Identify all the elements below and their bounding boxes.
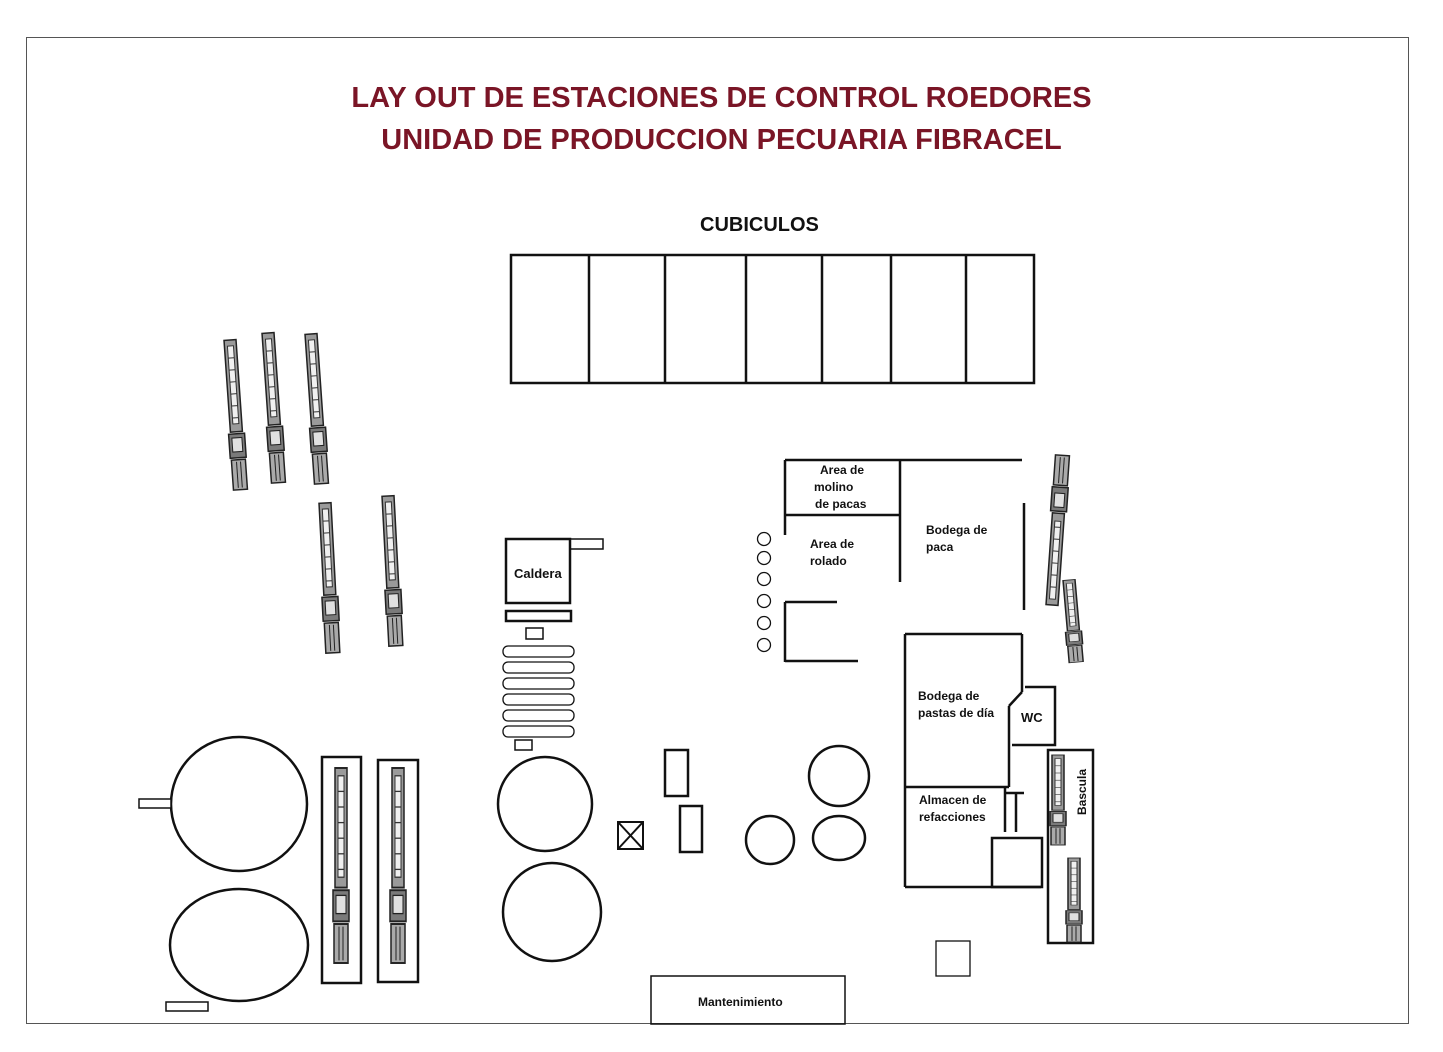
tank <box>813 816 865 860</box>
tank <box>139 737 307 871</box>
rolado-label-1: Area de <box>810 537 855 551</box>
bait-point <box>758 639 771 652</box>
crossed-box <box>618 822 643 849</box>
bodega-paca-label-2: paca <box>926 540 954 554</box>
tank <box>498 757 592 851</box>
bait-station <box>1061 579 1084 663</box>
tank <box>503 863 601 961</box>
bait-point <box>758 617 771 630</box>
bait-station <box>303 333 329 484</box>
bait-station <box>1066 858 1082 942</box>
almacen-label-1: Almacen de <box>919 793 987 807</box>
bait-station <box>222 339 248 490</box>
bait-point <box>758 552 771 565</box>
cubiculos-block <box>511 255 1034 383</box>
bait-point <box>758 533 771 546</box>
bodega-pastas-label-1: Bodega de <box>918 689 980 703</box>
mantenimiento-label: Mantenimiento <box>698 995 783 1009</box>
bait-station <box>380 496 404 647</box>
small-square <box>936 941 970 976</box>
bait-station <box>390 768 406 963</box>
tank <box>746 816 794 864</box>
bodega-paca-label-1: Bodega de <box>926 523 988 537</box>
molino-label-3: de pacas <box>815 497 867 511</box>
molino-label-1: Area de <box>820 463 865 477</box>
small-structure <box>680 806 702 852</box>
bait-station <box>333 768 349 963</box>
bait-station <box>317 503 341 654</box>
bait-point <box>758 573 771 586</box>
wc-label: WC <box>1021 710 1043 725</box>
tank <box>809 746 869 806</box>
molino-label-2: molino <box>814 480 854 494</box>
bait-point <box>758 595 771 608</box>
almacen-label-2: refacciones <box>919 810 986 824</box>
rolado-label-2: rolado <box>810 554 847 568</box>
tank <box>166 889 308 1011</box>
cubiculos-label: CUBICULOS <box>700 214 819 236</box>
bodega-pastas-label-2: pastas de día <box>918 706 995 720</box>
caldera-label: Caldera <box>514 566 562 581</box>
bascula-label: Bascula <box>1075 768 1089 815</box>
bait-station <box>260 332 286 483</box>
small-structure <box>665 750 688 796</box>
bait-station <box>1050 755 1066 845</box>
title-line-1: LAY OUT DE ESTACIONES DE CONTROL ROEDORES <box>351 82 1092 114</box>
title-line-2: UNIDAD DE PRODUCCION PECUARIA FIBRACEL <box>381 124 1062 156</box>
